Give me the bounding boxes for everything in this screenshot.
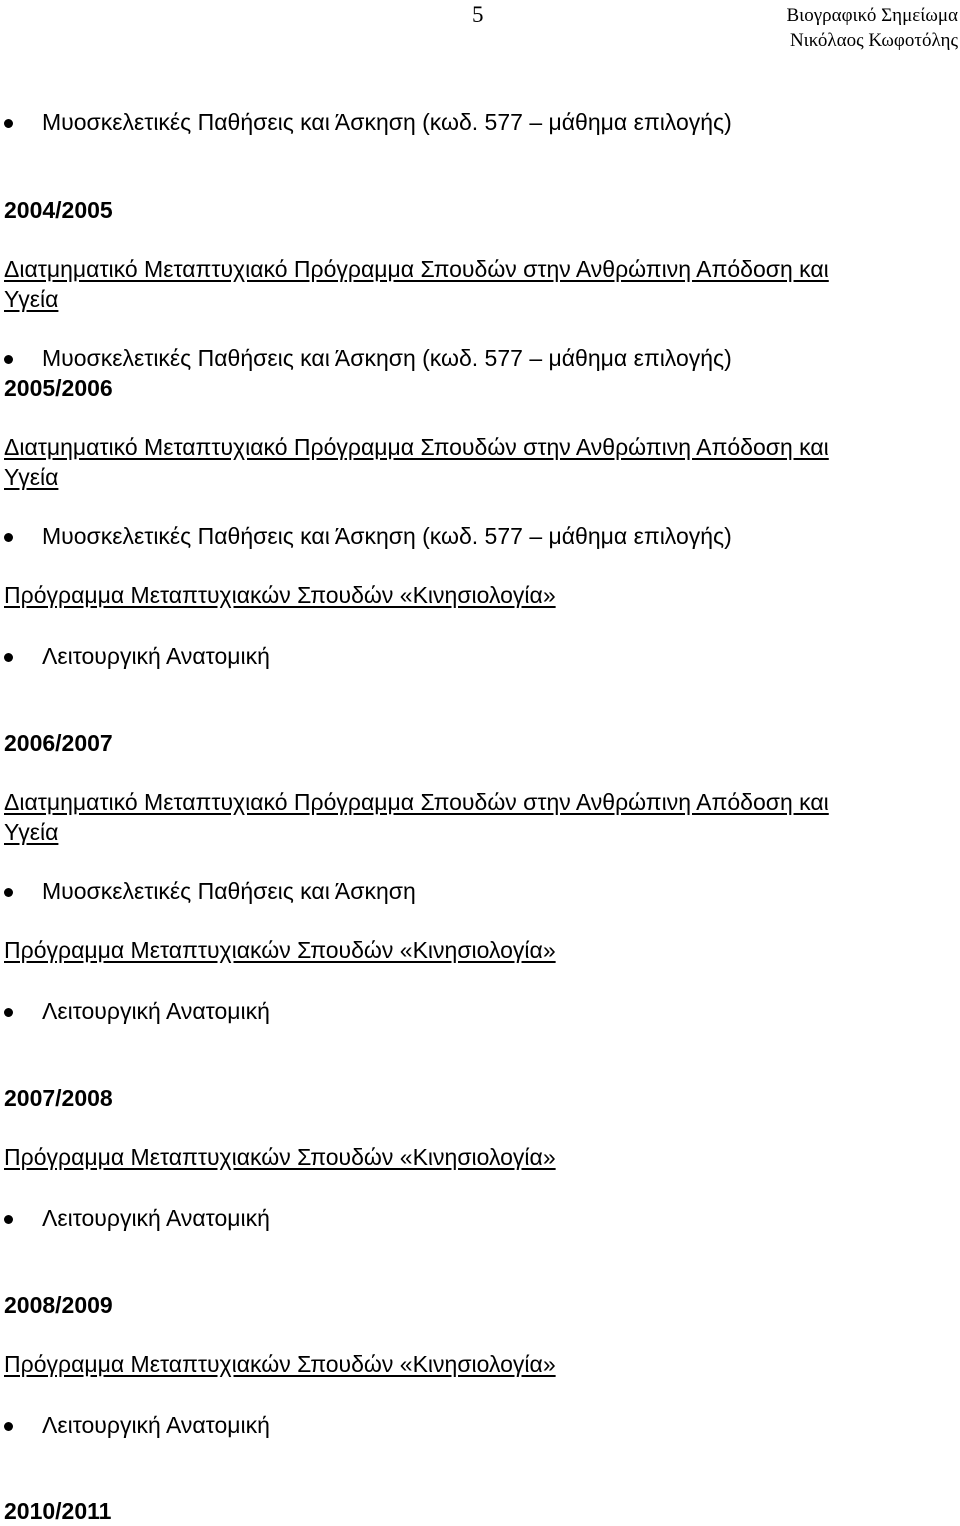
course-name: Λειτουργική Ανατομική [42, 643, 270, 669]
academic-year: 2007/2008 [4, 1085, 113, 1111]
course-name: Λειτουργική Ανατομική [42, 1412, 270, 1438]
program-title: Πρόγραμμα Μεταπτυχιακών Σπουδών «Κινησιολογία» [4, 1351, 556, 1377]
program-title: Διατμηματικό Μεταπτυχιακό Πρόγραμμα Σπουδών στην Ανθρώπινη Απόδοση και [4, 434, 829, 460]
academic-year: 2010/2011 [4, 1498, 112, 1524]
bullet-icon [4, 653, 13, 662]
bullet-icon [4, 355, 13, 364]
bullet-icon [4, 119, 13, 128]
bullet-icon [4, 533, 13, 542]
course-name: Μυοσκελετικές Παθήσεις και Άσκηση (κωδ. 577 – μάθημα επιλογής) [42, 523, 732, 549]
header-author: Νικόλαος Κωφοτόλης [789, 30, 958, 51]
program-title: Διατμηματικό Μεταπτυχιακό Πρόγραμμα Σπουδών στην Ανθρώπινη Απόδοση και [4, 789, 829, 815]
program-title: Πρόγραμμα Μεταπτυχιακών Σπουδών «Κινησιολογία» [4, 582, 556, 608]
program-title: Πρόγραμμα Μεταπτυχιακών Σπουδών «Κινησιολογία» [4, 1144, 556, 1170]
bullet-icon [4, 1215, 13, 1224]
program-title-cont: Υγεία [4, 286, 59, 312]
bullet-icon [4, 888, 13, 897]
running-header [786, 3, 958, 53]
academic-year: 2006/2007 [4, 730, 113, 756]
bullet-icon [4, 1422, 13, 1431]
page-number: 5 [472, 2, 484, 27]
course-name: Λειτουργική Ανατομική [42, 1205, 270, 1231]
program-title-cont: Υγεία [4, 819, 59, 845]
course-name: Λειτουργική Ανατομική [42, 998, 270, 1024]
academic-year: 2008/2009 [4, 1292, 113, 1318]
program-title-cont: Υγεία [4, 464, 59, 490]
course-name: Μυοσκελετικές Παθήσεις και Άσκηση (κωδ. 577 – μάθημα επιλογής) [42, 345, 732, 371]
course-name: Μυοσκελετικές Παθήσεις και Άσκηση (κωδ. 577 – μάθημα επιλογής) [42, 109, 732, 135]
header-title: Βιογραφικό Σημείωμα [786, 5, 958, 26]
academic-year: 2004/2005 [4, 197, 113, 223]
program-title: Πρόγραμμα Μεταπτυχιακών Σπουδών «Κινησιολογία» [4, 937, 556, 963]
bullet-icon [4, 1008, 13, 1017]
academic-year: 2005/2006 [4, 375, 113, 401]
course-name: Μυοσκελετικές Παθήσεις και Άσκηση [42, 878, 416, 904]
program-title: Διατμηματικό Μεταπτυχιακό Πρόγραμμα Σπουδών στην Ανθρώπινη Απόδοση και [4, 256, 829, 282]
